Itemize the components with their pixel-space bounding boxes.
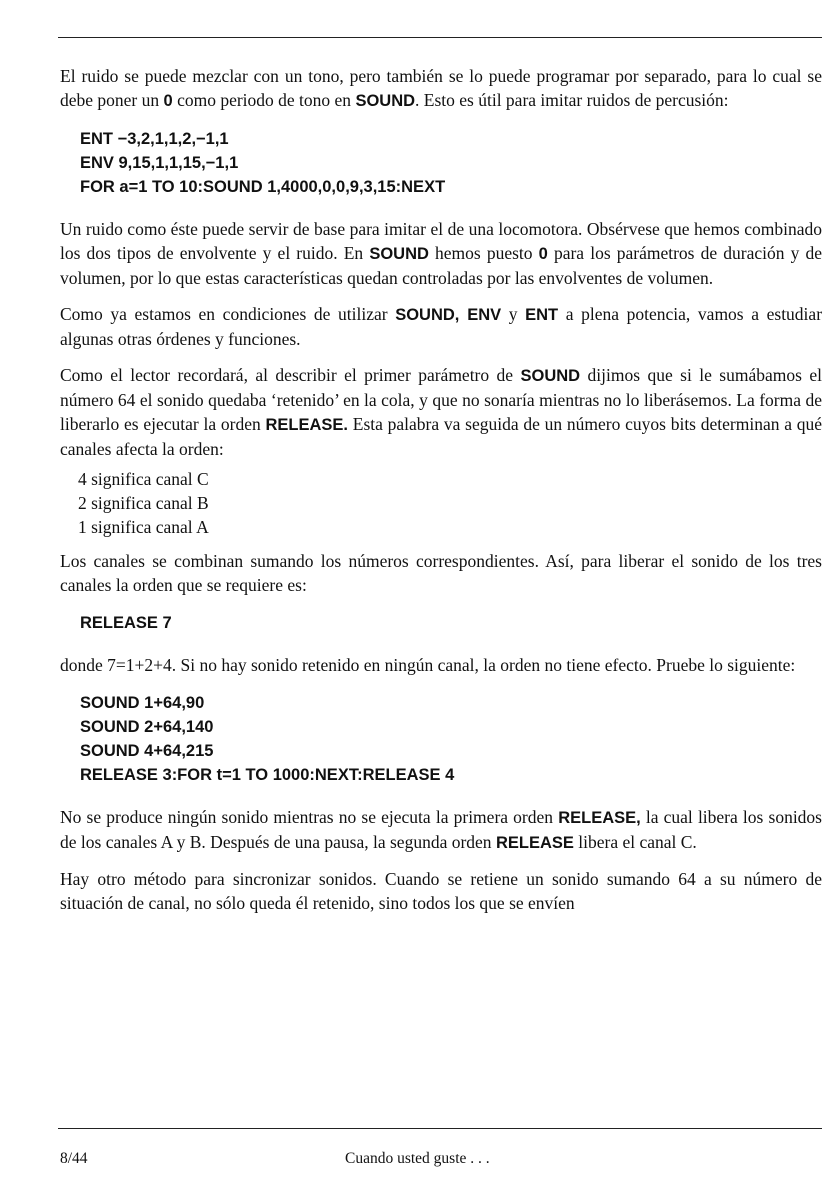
keyword: SOUND (355, 92, 416, 110)
keyword: ENT (525, 306, 559, 324)
keyword: 0 (163, 92, 173, 110)
text: libera el canal C. (573, 832, 697, 852)
text: Esta palabra va seguida de un número cuyos bits determinan a qué canales afecta la orden: (60, 414, 823, 459)
keyword: RELEASE, (558, 809, 641, 827)
text: para los parámetros de duración y de volumen, por lo que estas características quedan controladas por las envolventes de volumen. (60, 243, 822, 288)
running-title: Cuando usted guste . . . (345, 1150, 490, 1167)
paragraph-3 (60, 302, 822, 351)
code-block-3 (80, 691, 822, 787)
text: Un ruido como éste puede servir de base para imitar el de una locomotora. Obsérvese que hemos combinado los dos tipos de envolvente y el ruido. En (60, 219, 822, 263)
page-body (60, 64, 822, 927)
keyword: RELEASE. (265, 416, 349, 434)
paragraph-8: Hay otro método para sincronizar sonidos. Cuando se retiene un sonido sumando 64 a su número de situación de canal, no sólo queda él retenido, sino todos los que se envíen (60, 869, 822, 913)
top-rule (58, 37, 822, 38)
code-line: SOUND 4+64,215 (80, 742, 214, 760)
list-item: 4 significa canal C (78, 469, 209, 489)
code-block-1 (80, 127, 822, 199)
code-line: SOUND 1+64,90 (80, 694, 205, 712)
text: Como ya estamos en condiciones de utilizar (60, 304, 396, 324)
paragraph-7 (60, 805, 822, 855)
channel-list (78, 467, 822, 539)
paragraph-4 (60, 363, 822, 461)
text: Como el lector recordará, al describir el primer parámetro de (60, 365, 521, 385)
keyword: SOUND (520, 367, 581, 385)
list-item: 1 significa canal A (78, 517, 209, 537)
text: . Esto es útil para imitar ruidos de percusión: (415, 90, 729, 110)
keyword: SOUND, ENV (395, 306, 502, 324)
bottom-rule (58, 1128, 822, 1129)
keyword: SOUND (369, 245, 429, 263)
code-line: RELEASE 7 (80, 614, 172, 632)
paragraph-1 (60, 64, 822, 113)
paragraph-5: Los canales se combinan sumando los números correspondientes. Así, para liberar el sonido de los tres canales la orden que se requiere es: (60, 551, 822, 595)
code-line: ENV 9,15,1,1,15,−1,1 (80, 154, 239, 172)
keyword: RELEASE (495, 834, 574, 852)
page-number: 8/44 (60, 1150, 88, 1167)
code-line: RELEASE 3:FOR t=1 TO 1000:NEXT:RELEASE 4 (80, 766, 455, 784)
code-block-2 (80, 611, 822, 635)
text: y (501, 304, 526, 324)
text: dijimos que si le sumábamos el número 64 el sonido quedaba ‘retenido’ en la cola, y que no sonaría mientras no lo liberásemos. La forma de liberarlo es ejecutar la orden (60, 365, 822, 434)
code-line: SOUND 2+64,140 (80, 718, 214, 736)
code-line: FOR a=1 TO 10:SOUND 1,4000,0,0,9,3,15:NEXT (80, 178, 446, 196)
text: El ruido se puede mezclar con un tono, pero también se lo puede programar por separado, para lo cual se debe poner un (60, 66, 822, 110)
keyword: 0 (538, 245, 548, 263)
text: como periodo de tono en (172, 90, 356, 110)
paragraph-2 (60, 217, 822, 290)
list-item: 2 significa canal B (78, 493, 209, 513)
code-line: ENT −3,2,1,1,2,−1,1 (80, 130, 229, 148)
text: No se produce ningún sonido mientras no se ejecuta la primera orden (60, 807, 559, 827)
text: a plena potencia, vamos a estudiar algunas otras órdenes y funciones. (60, 304, 823, 349)
text: hemos puesto (428, 243, 539, 263)
text: la cual libera los sonidos de los canales A y B. Después de una pausa, la segunda orden (60, 807, 822, 852)
paragraph-6: donde 7=1+2+4. Si no hay sonido retenido en ningún canal, la orden no tiene efecto. Pruebe lo siguiente: (60, 655, 796, 675)
